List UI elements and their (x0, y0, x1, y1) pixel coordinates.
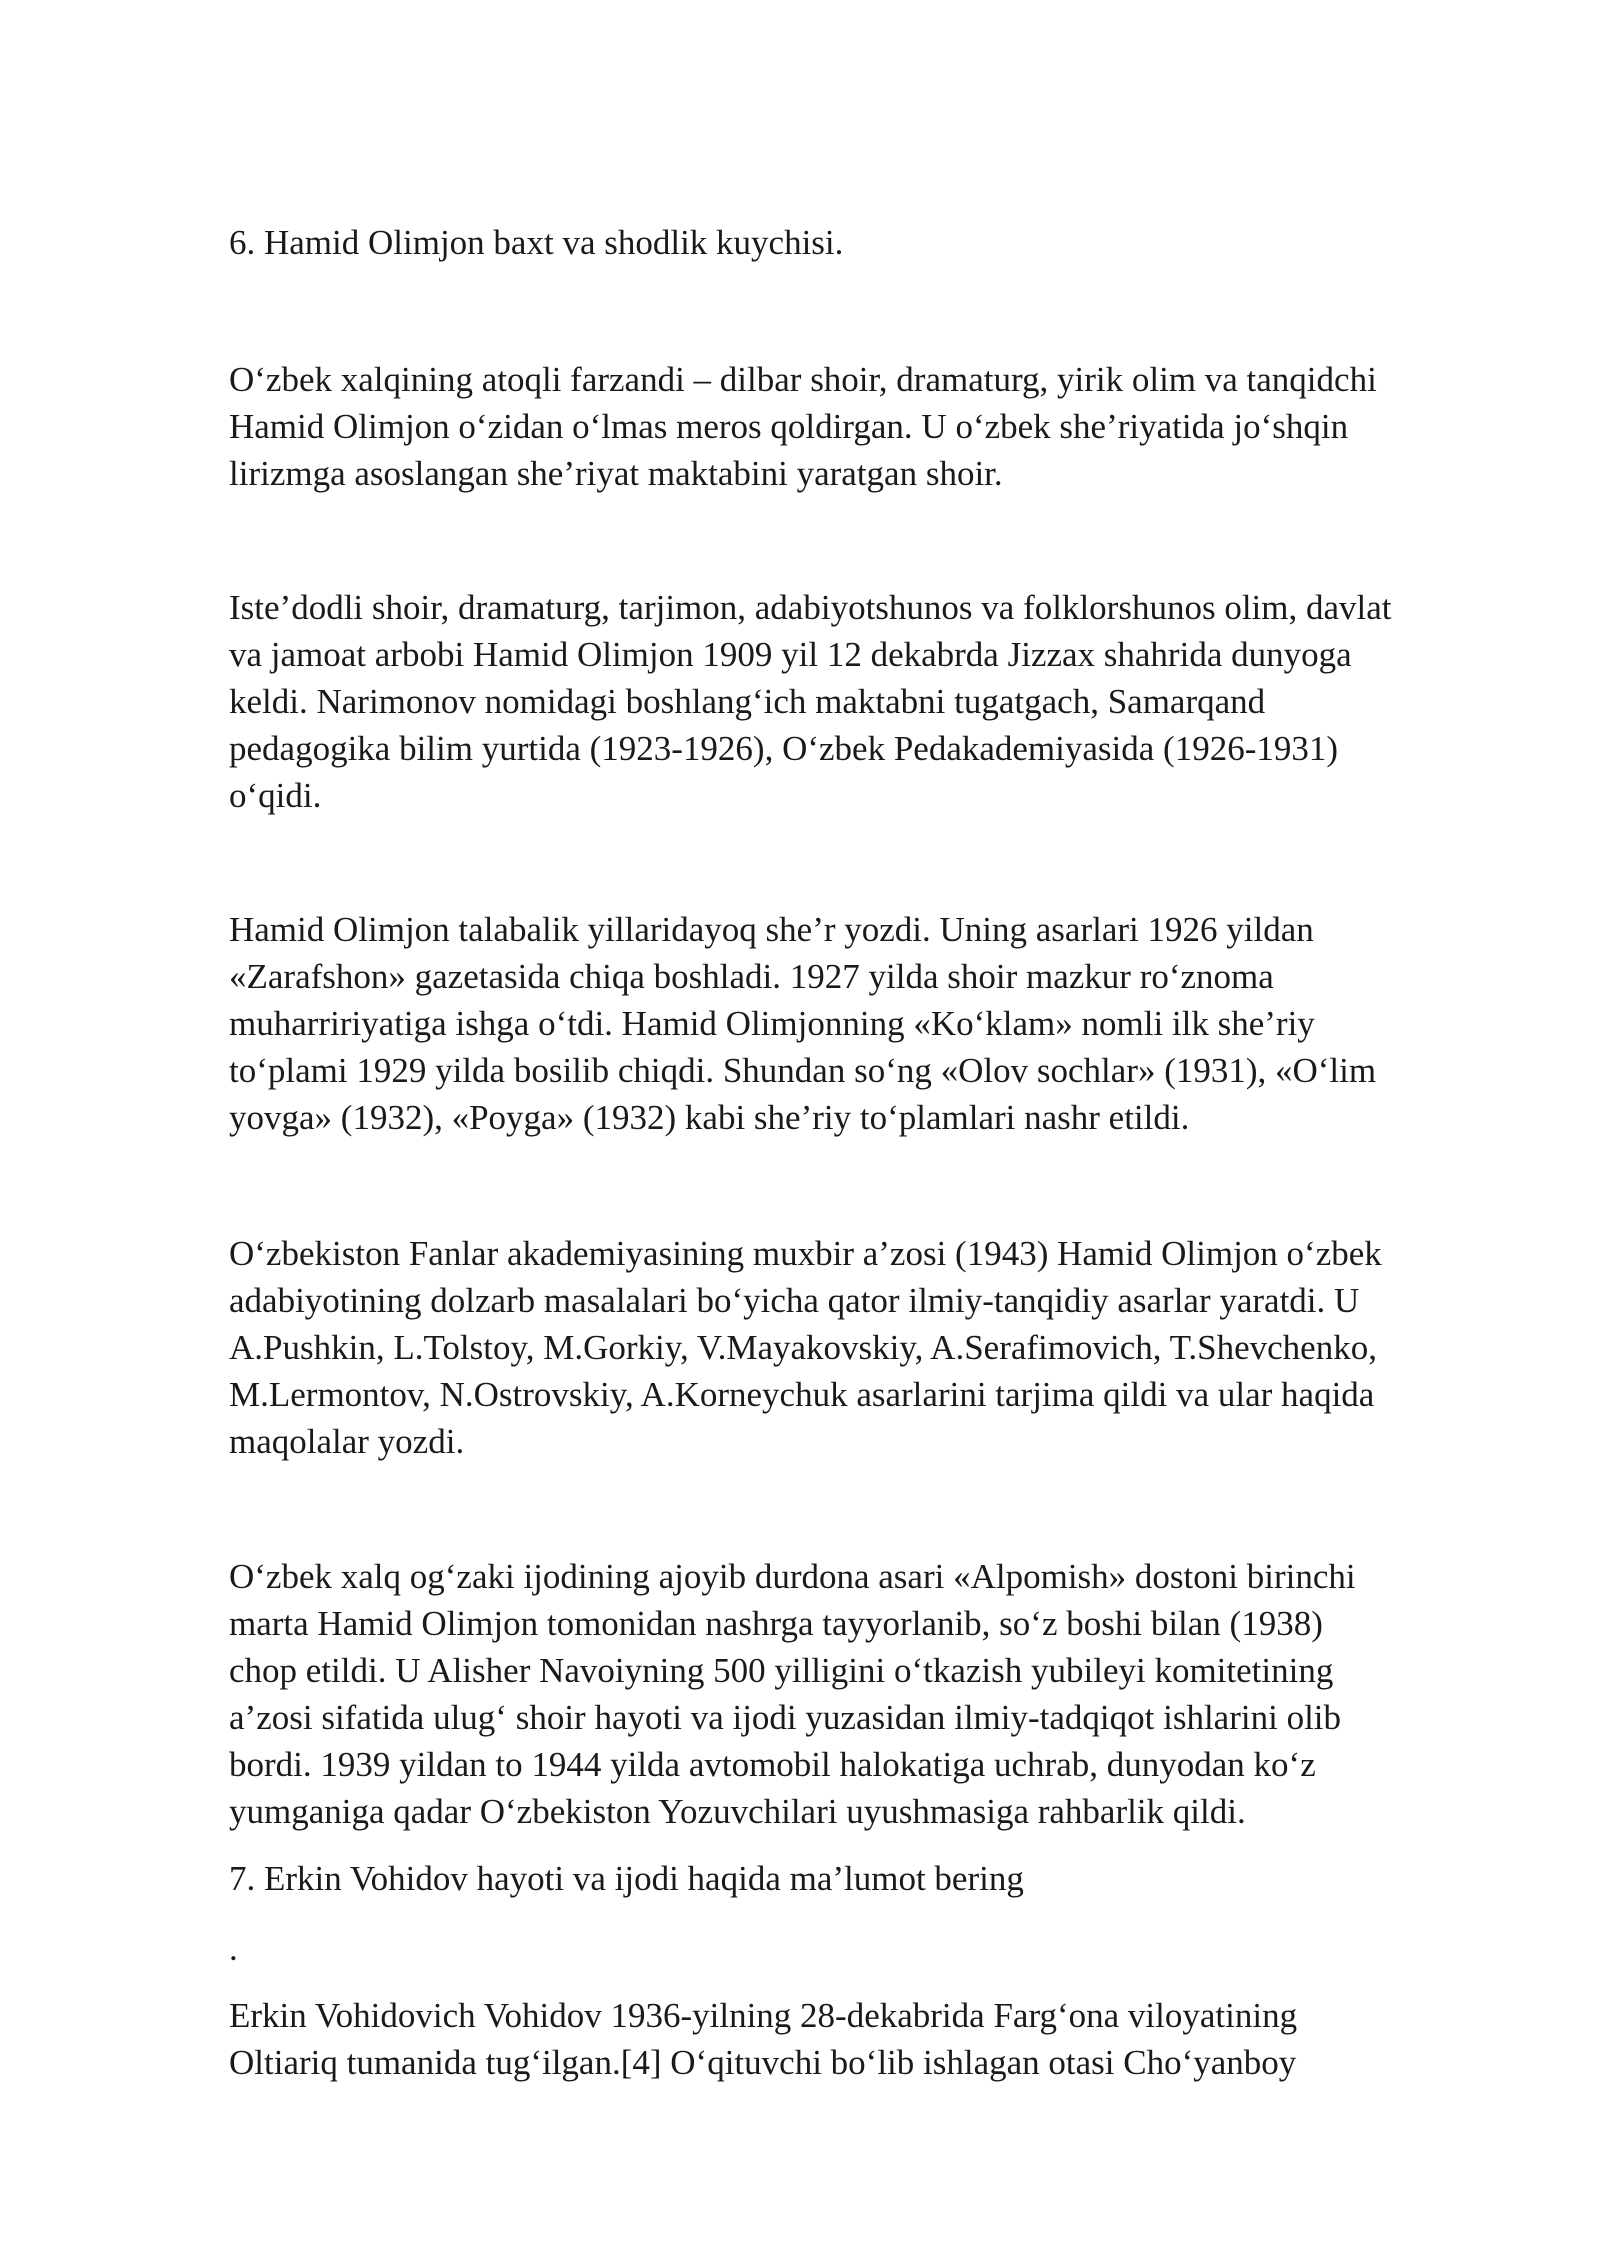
paragraph-line: «Zarafshon» gazetasida chiqa boshladi. 1927 yilda shoir mazkur ro‘znoma (229, 957, 1274, 996)
paragraph-line: yumganiga qadar O‘zbekiston Yozuvchilari uyushmasiga rahbarlik qildi. (229, 1792, 1246, 1831)
paragraph-line: Hamid Olimjon o‘zidan o‘lmas meros qoldirgan. U o‘zbek she’riyatida jo‘shqin (229, 407, 1349, 446)
paragraph-line: lirizmga asoslangan she’riyat maktabini yaratgan shoir. (229, 454, 1003, 493)
paragraph-line: va jamoat arbobi Hamid Olimjon 1909 yil 12 dekabrda Jizzax shahrida dunyoga (229, 635, 1352, 674)
paragraph-line: adabiyotining dolzarb masalalari bo‘yicha qator ilmiy-tanqidiy asarlar yaratdi. U (229, 1281, 1360, 1320)
paragraph-line: Iste’dodli shoir, dramaturg, tarjimon, adabiyotshunos va folklorshunos olim, davlat (229, 588, 1392, 627)
paragraph-line: Hamid Olimjon talabalik yillaridayoq she’r yozdi. Uning asarlari 1926 yildan (229, 910, 1314, 949)
paragraph-line: O‘zbekiston Fanlar akademiyasining muxbir a’zosi (1943) Hamid Olimjon o‘zbek (229, 1234, 1382, 1273)
paragraph-line: to‘plami 1929 yilda bosilib chiqdi. Shundan so‘ng «Olov sochlar» (1931), «O‘lim (229, 1051, 1377, 1090)
paragraph-line: O‘zbek xalq og‘zaki ijodining ajoyib durdona asari «Alpomish» dostoni birinchi (229, 1557, 1356, 1596)
paragraph-line: maqolalar yozdi. (229, 1422, 465, 1461)
paragraph-line: yovga» (1932), «Poyga» (1932) kabi she’riy to‘plamlari nashr etildi. (229, 1098, 1190, 1137)
paragraph-line: Erkin Vohidovich Vohidov 1936-yilning 28-dekabrida Farg‘ona viloyatining (229, 1996, 1298, 2035)
paragraph-line: marta Hamid Olimjon tomonidan nashrga tayyorlanib, so‘z boshi bilan (1938) (229, 1604, 1323, 1643)
paragraph-line: bordi. 1939 yildan to 1944 yilda avtomobil halokatiga uchrab, dunyodan ko‘z (229, 1745, 1316, 1784)
paragraph-line: M.Lermontov, N.Ostrovskiy, A.Korneychuk asarlarini tarjima qildi va ular haqida (229, 1375, 1375, 1414)
paragraph-line: muharririyatiga ishga o‘tdi. Hamid Olimjonning «Ko‘klam» nomli ilk she’riy (229, 1004, 1315, 1043)
paragraph-line: O‘zbek xalqining atoqli farzandi – dilbar shoir, dramaturg, yirik olim va tanqidchi (229, 360, 1377, 399)
paragraph-line: o‘qidi. (229, 776, 322, 815)
paragraph-line: pedagogika bilim yurtida (1923-1926), O‘zbek Pedakademiyasida (1926-1931) (229, 729, 1339, 768)
paragraph-line: a’zosi sifatida ulug‘ shoir hayoti va ijodi yuzasidan ilmiy-tadqiqot ishlarini olib (229, 1698, 1342, 1737)
paragraph-line: chop etildi. U Alisher Navoiyning 500 yilligini o‘tkazish yubileyi komitetining (229, 1651, 1334, 1690)
paragraph-line: Oltiariq tumanida tug‘ilgan.[4] O‘qituvchi bo‘lib ishlagan otasi Cho‘yanboy (229, 2043, 1297, 2082)
paragraph-line: keldi. Narimonov nomidagi boshlang‘ich maktabni tugatgach, Samarqand (229, 682, 1266, 721)
section-heading-7: 7. Erkin Vohidov hayoti va ijodi haqida ma’lumot bering (229, 1859, 1024, 1898)
separator-dot: . (229, 1929, 238, 1968)
section-heading-6: 6. Hamid Olimjon baxt va shodlik kuychisi. (229, 223, 844, 262)
paragraph-line: A.Pushkin, L.Tolstoy, M.Gorkiy, V.Mayakovskiy, A.Serafimovich, T.Shevchenko, (229, 1328, 1377, 1367)
